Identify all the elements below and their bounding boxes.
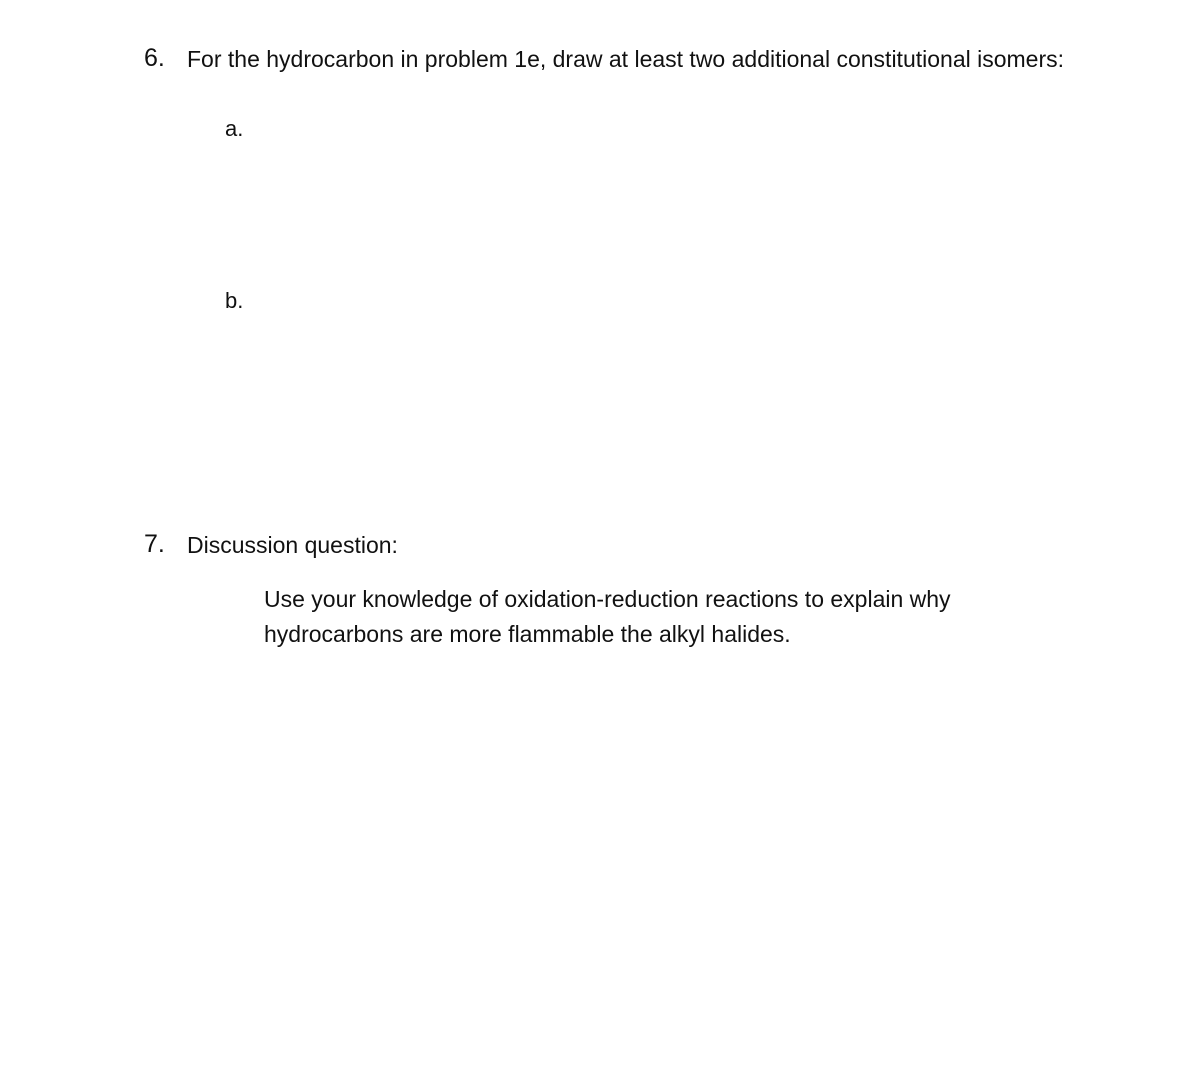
question-7-number: 7. (144, 530, 165, 558)
question-7-prompt-line-1: Use your knowledge of oxidation-reduction reactions to explain why (264, 586, 951, 612)
question-7-prompt (264, 582, 1064, 652)
question-6-number: 6. (144, 44, 165, 72)
question-7-prompt-line-2: hydrocarbons are more flammable the alkyl halides. (264, 621, 791, 647)
question-6-part-b-label: b. (225, 288, 244, 313)
question-7-text: Discussion question: (187, 532, 398, 558)
question-6-text: For the hydrocarbon in problem 1e, draw at least two additional constitutional isomers: (187, 46, 1065, 72)
question-6-part-a-label: a. (225, 116, 244, 141)
